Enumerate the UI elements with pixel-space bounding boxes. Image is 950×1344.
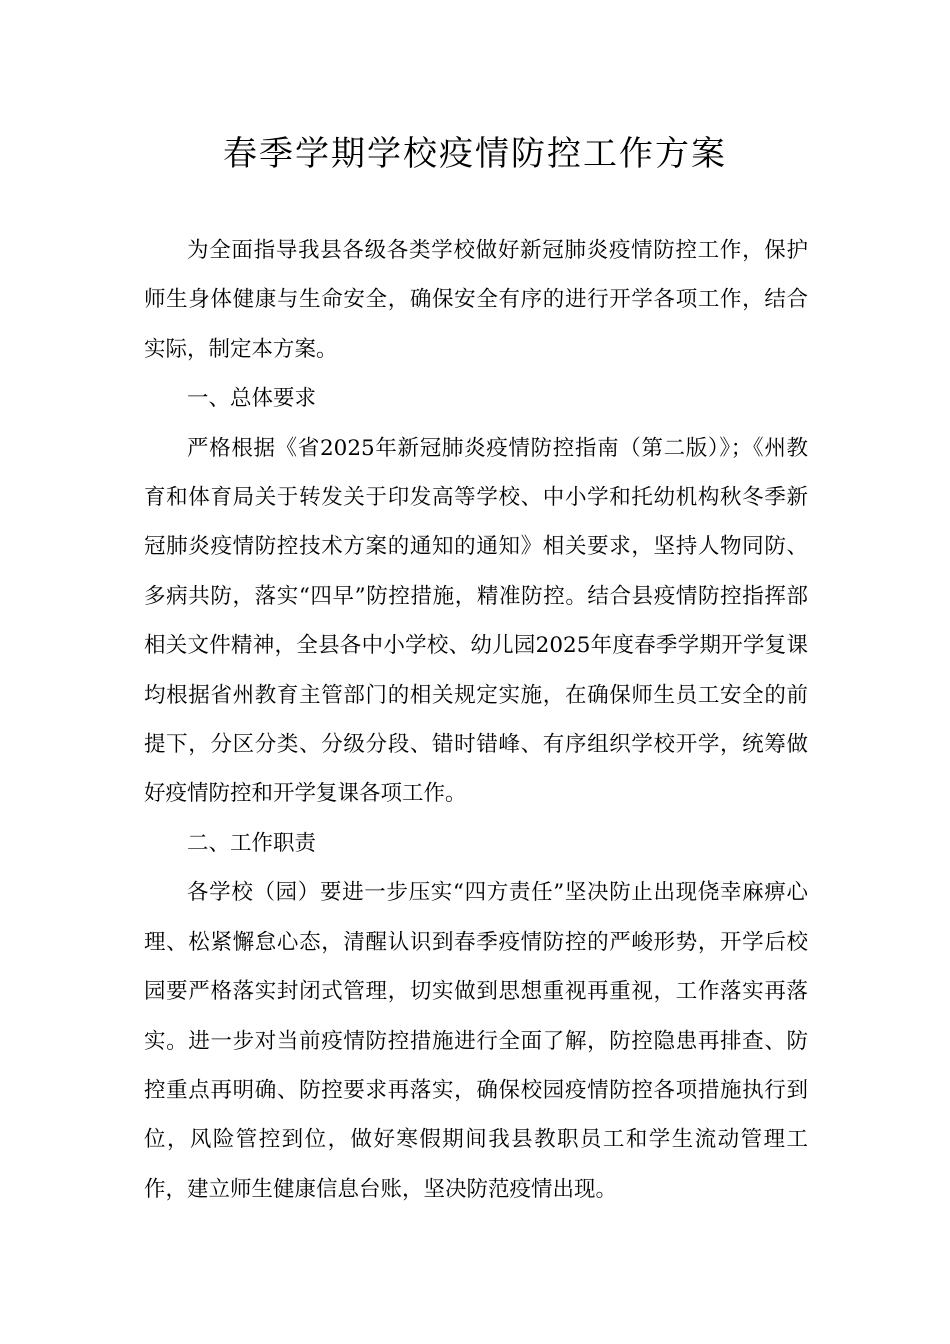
document-title: 春季学期学校疫情防控工作方案: [223, 134, 727, 174]
section-heading-general-requirements: 一、总体要求: [187, 386, 317, 412]
general-requirements-paragraph: 严格根据《省2025年新冠肺炎疫情防控指南（第二版）》；《州教育和体育局关于转发关于印发高等学校、中小学和托幼机构秋冬季新冠肺炎疫情防控技术方案的通知的通知》相关要求，坚持人物同防、多病共防，落实“四早”防控措施，精准防控。结合县疫情防控指挥部相关文件精神，全县各中小学校、幼儿园2025年度春季学期开学复课均根据省州教育主管部门的相关规定实施，在确保师生员工安全的前提下，分区分类、分级分段、错时错峰、有序组织学校开学，统筹做好疫情防控和开学复课各项工作。: [144, 435, 808, 807]
document-body: [144, 226, 808, 1214]
section-heading-responsibilities: 二、工作职责: [187, 830, 317, 856]
responsibilities-paragraph: 各学校（园）要进一步压实“四方责任”坚决防止出现侥幸麻痹心理、松紧懈怠心态，清醒认识到春季疫情防控的严峻形势，开学后校园要严格落实封闭式管理，切实做到思想重视再重视，工作落实再落实。进一步对当前疫情防控措施进行全面了解，防控隐患再排查、防控重点再明确、防控要求再落实，确保校园疫情防控各项措施执行到位，风险管控到位，做好寒假期间我县教职员工和学生流动管理工作，建立师生健康信息台账，坚决防范疫情出现。: [144, 880, 808, 1202]
intro-paragraph: 为全面指导我县各级各类学校做好新冠肺炎疫情防控工作，保护师生身体健康与生命安全，确保安全有序的进行开学各项工作，结合实际，制定本方案。: [144, 238, 808, 362]
